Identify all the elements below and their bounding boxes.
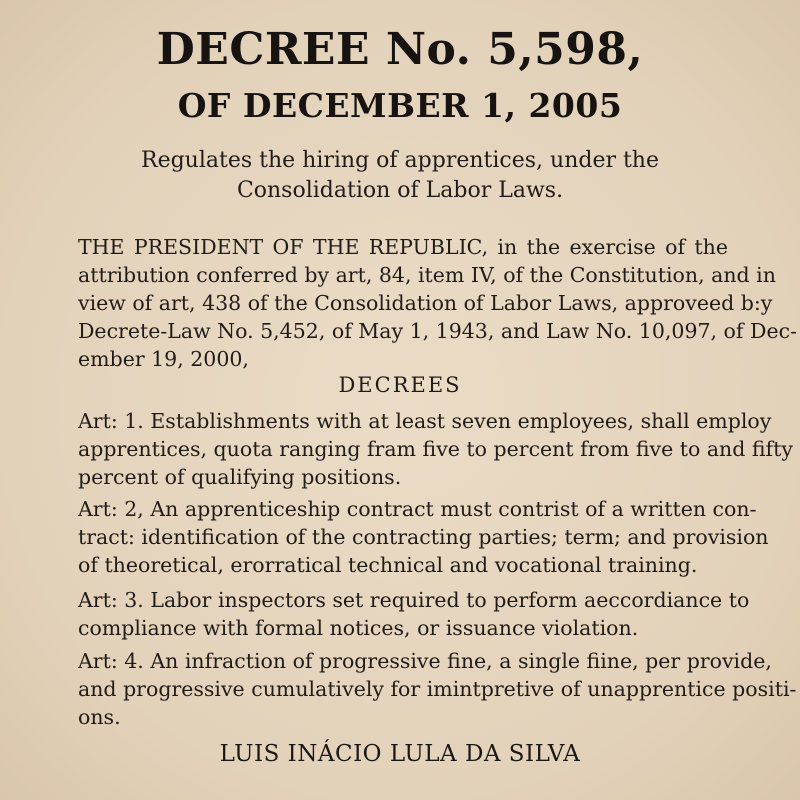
preamble-paragraph — [78, 233, 797, 373]
signatory-name: LUIS INÁCIO LULA DA SILVA — [219, 741, 581, 767]
decree-date: OF DECEMBER 1, 2005 — [177, 86, 623, 125]
article-1 — [78, 407, 793, 491]
article-line: apprentices, quota ranging fram five to percent from five to and fifty — [78, 437, 793, 461]
preamble-line: Decrete-Law No. 5,452, of May 1, 1943, and Law No. 10,097, of Dec- — [78, 319, 797, 343]
article-line: tract: identification of the contracting parties; term; and provision — [78, 525, 769, 549]
preamble-line: ember 19, 2000, — [78, 347, 249, 371]
summary-line: Consolidation of Labor Laws. — [236, 178, 564, 203]
summary-line: Regulates the hiring of apprentices, under the — [141, 148, 659, 173]
article-line: Art: 1. Establishments with at least seven employees, shall employ — [78, 409, 772, 433]
preamble-line: attribution conferred by art, 84, item IV, of the Constitution, and in — [78, 263, 776, 287]
preamble-line: THE PRESIDENT OF THE REPUBLIC, in the exercise of the — [78, 235, 728, 259]
decree-title: DECREE No. 5,598, — [156, 24, 644, 75]
article-line: Art: 4. An infraction of progressive fine, a single fiine, per provide, — [78, 649, 772, 673]
article-4 — [78, 647, 797, 731]
article-line: ons. — [78, 705, 121, 729]
preamble-line: view of art, 438 of the Consolidation of Labor Laws, approveed b:y — [78, 291, 773, 315]
article-line: Art: 2, An apprenticeship contract must contrist of a written con- — [78, 497, 757, 521]
article-3 — [78, 586, 750, 642]
article-line: and progressive cumulatively for imintpretive of unapprentice positi- — [78, 677, 797, 701]
article-line: percent of qualifying positions. — [78, 465, 402, 489]
article-line: compliance with formal notices, or issuance violation. — [78, 616, 639, 640]
decree-summary — [0, 146, 800, 206]
article-2 — [78, 495, 769, 579]
decrees-heading: DECREES — [338, 373, 462, 397]
article-line: of theoretical, erorratical technical and vocational training. — [78, 553, 698, 577]
article-line: Art: 3. Labor inspectors set required to perform aeccordiance to — [78, 588, 750, 612]
